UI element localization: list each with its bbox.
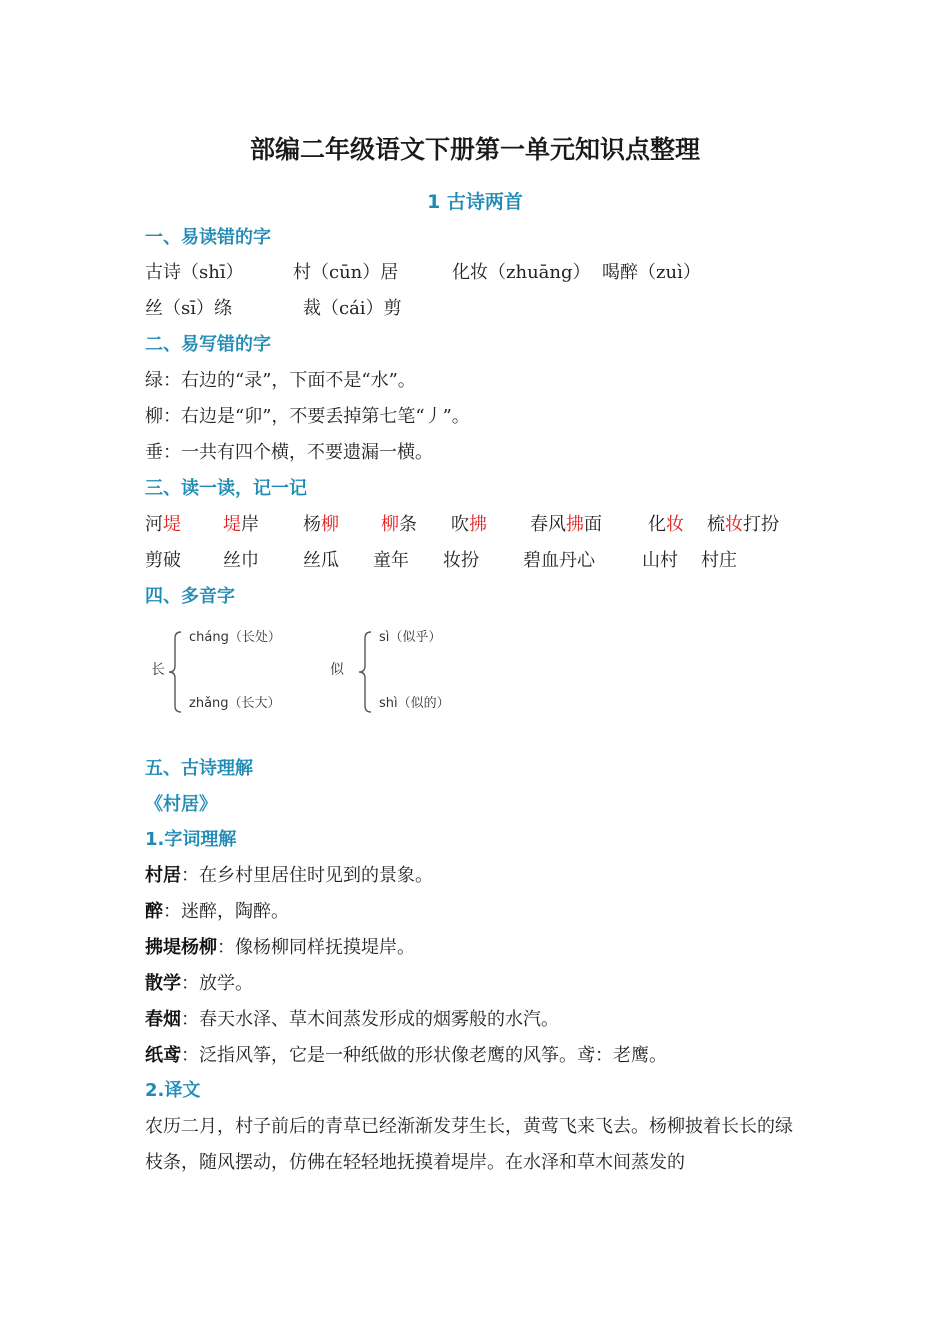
vocab-word: 吹拂	[451, 514, 487, 535]
term-definition: 醉：迷醉，陶醉。	[145, 901, 289, 922]
misread-word: 村（cūn）居	[293, 262, 399, 283]
vocab-word: 柳条	[381, 514, 417, 535]
vocab-word: 碧血丹心	[523, 550, 595, 571]
section-heading-misread: 一、易读错的字	[145, 227, 271, 248]
term-definition: 村居：在乡村里居住时见到的景象。	[145, 865, 433, 886]
term-definition: 春烟：春天水泽、草木间蒸发形成的烟雾般的水汽。	[145, 1009, 559, 1030]
vocab-word: 河堤	[145, 514, 181, 535]
vocab-word: 杨柳	[303, 514, 339, 535]
section-heading-polyphonic: 四、多音字	[145, 586, 235, 607]
vocab-word: 春风拂面	[530, 514, 602, 535]
misread-word: 古诗（shī）	[145, 262, 244, 283]
vocab-word: 梳妆打扮	[707, 514, 779, 535]
poem-title: 《村居》	[145, 794, 217, 815]
subheading-translation: 2.译文	[145, 1080, 201, 1101]
document-title: 部编二年级语文下册第一单元知识点整理	[249, 135, 700, 164]
polyphonic-reading: cháng（长处）	[189, 630, 281, 645]
subheading-vocab: 1.字词理解	[145, 829, 237, 850]
vocab-word: 丝瓜	[303, 550, 339, 571]
brace-icon	[358, 630, 372, 714]
polyphonic-reading: sì（似乎）	[379, 630, 442, 645]
vocab-word: 丝巾	[223, 550, 259, 571]
vocab-word: 剪破	[145, 550, 181, 571]
misread-word: 化妆（zhuāng）	[452, 262, 591, 283]
polyphonic-reading: shì（似的）	[379, 696, 450, 711]
misread-word: 丝（sī）绦	[145, 298, 232, 319]
translation-paragraph: 农历二月，村子前后的青草已经渐渐发芽生长，黄莺飞来飞去。杨柳披着长长的绿枝条，随风摆动，仿佛在轻轻地抚摸着堤岸。在水泽和草木间蒸发的	[145, 1116, 793, 1173]
term-definition: 散学：放学。	[145, 973, 253, 994]
vocab-word: 山村	[642, 550, 678, 571]
polyphonic-reading: zhǎng（长大）	[189, 696, 281, 711]
misread-word: 裁（cái）剪	[303, 298, 402, 319]
vocab-word: 童年	[373, 550, 409, 571]
misread-word: 喝醉（zuì）	[602, 262, 701, 283]
miswritten-note: 柳：右边是“卯”，不要丢掉第七笔“丿”。	[145, 406, 470, 427]
vocab-word: 妆扮	[443, 550, 479, 571]
vocab-word: 村庄	[701, 550, 737, 571]
brace-icon	[168, 630, 182, 714]
vocab-word: 堤岸	[223, 514, 259, 535]
polyphonic-char: 似	[330, 662, 344, 678]
polyphonic-char: 长	[151, 662, 165, 678]
miswritten-note: 绿：右边的“录”，下面不是“水”。	[145, 370, 416, 391]
term-definition: 拂堤杨柳：像杨柳同样抚摸堤岸。	[145, 937, 415, 958]
miswritten-note: 垂：一共有四个横，不要遗漏一横。	[145, 442, 433, 463]
section-heading-read-remember: 三、读一读，记一记	[145, 478, 307, 499]
vocab-word: 化妆	[648, 514, 684, 535]
lesson-title: 1 古诗两首	[427, 191, 523, 213]
term-definition: 纸鸢：泛指风筝，它是一种纸做的形状像老鹰的风筝。鸢：老鹰。	[145, 1045, 667, 1066]
section-heading-poem: 五、古诗理解	[145, 758, 253, 779]
section-heading-miswritten: 二、易写错的字	[145, 334, 271, 355]
